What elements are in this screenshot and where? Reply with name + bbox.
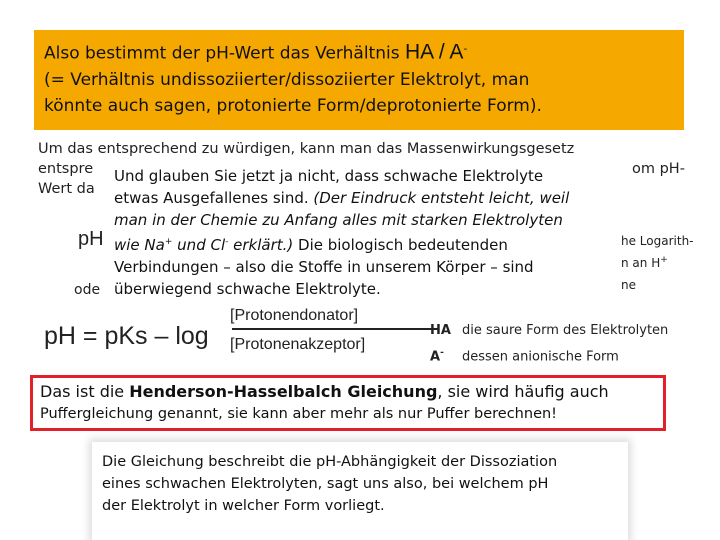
- legend-ha: HA die saure Form des Elektrolyten: [430, 323, 669, 338]
- formula-denominator: [Protonenakzeptor]: [230, 336, 366, 353]
- explanation-line-3: der Elektrolyt in welcher Form vorliegt.: [102, 498, 385, 514]
- popup-line-2: etwas Ausgefallenes sind. (Der Eindruck entsteht leicht, weil: [114, 189, 570, 207]
- popup-line-3: man in der Chemie zu Anfang alles mit starken Elektrolyten: [114, 211, 563, 229]
- legend-a: A- dessen anionische Form: [430, 348, 619, 365]
- ratio-text: HA / A: [404, 40, 464, 64]
- intro-line-3: Wert da: [38, 181, 95, 197]
- explanation-line-1: Die Gleichung beschreibt die pH-Abhängigkeit der Dissoziation: [102, 454, 558, 470]
- right-fragment-1: he Logarith-: [621, 234, 694, 248]
- formula-numerator: [Protonendonator]: [230, 307, 359, 324]
- summary-line-2: (= Verhältnis undissoziierter/dissoziierter Elektrolyt, man: [44, 69, 530, 90]
- formula-lhs: pH = pKs – log: [44, 322, 209, 350]
- popup-line-4: wie Na+ und Cl- erklärt.) Die biologisch bedeutenden: [114, 236, 508, 254]
- popup-line-1: Und glauben Sie jetzt ja nicht, dass schwache Elektrolyte: [114, 167, 544, 185]
- right-fragment-2: n an H+: [621, 255, 668, 270]
- note-popup: [104, 163, 619, 310]
- right-fragment-3: ne: [621, 278, 636, 292]
- formula-legend: [430, 320, 668, 368]
- intro-line-1: Um das entsprechend zu würdigen, kann man das Massenwirkungsgesetz: [38, 141, 575, 157]
- hh-equation-box: [30, 375, 666, 431]
- popup-line-6: überwiegend schwache Elektrolyte.: [114, 280, 381, 298]
- fraction-bar: [232, 328, 438, 330]
- hh-line-1: Das ist die Henderson-Hasselbalch Gleichung, sie wird häufig auch: [40, 382, 609, 401]
- summary-box: [34, 30, 684, 130]
- ode-fragment: ode: [74, 282, 101, 298]
- intro-line-2: entspre om pH-: [38, 161, 685, 177]
- hh-line-2: Puffergleichung genannt, sie kann aber mehr als nur Puffer berechnen!: [40, 406, 557, 422]
- summary-line-1: Also bestimmt der pH-Wert das Verhältnis HA / A-: [44, 40, 468, 64]
- summary-line-3: könnte auch sagen, protonierte Form/deprotonierte Form).: [44, 95, 542, 116]
- explanation-box: [92, 442, 628, 540]
- explanation-line-2: eines schwachen Elektrolyten, sagt uns also, bei welchem pH: [102, 476, 549, 492]
- popup-line-5: Verbindungen – also die Stoffe in unserem Körper – sind: [114, 258, 534, 276]
- ph-fragment: pH: [78, 228, 104, 250]
